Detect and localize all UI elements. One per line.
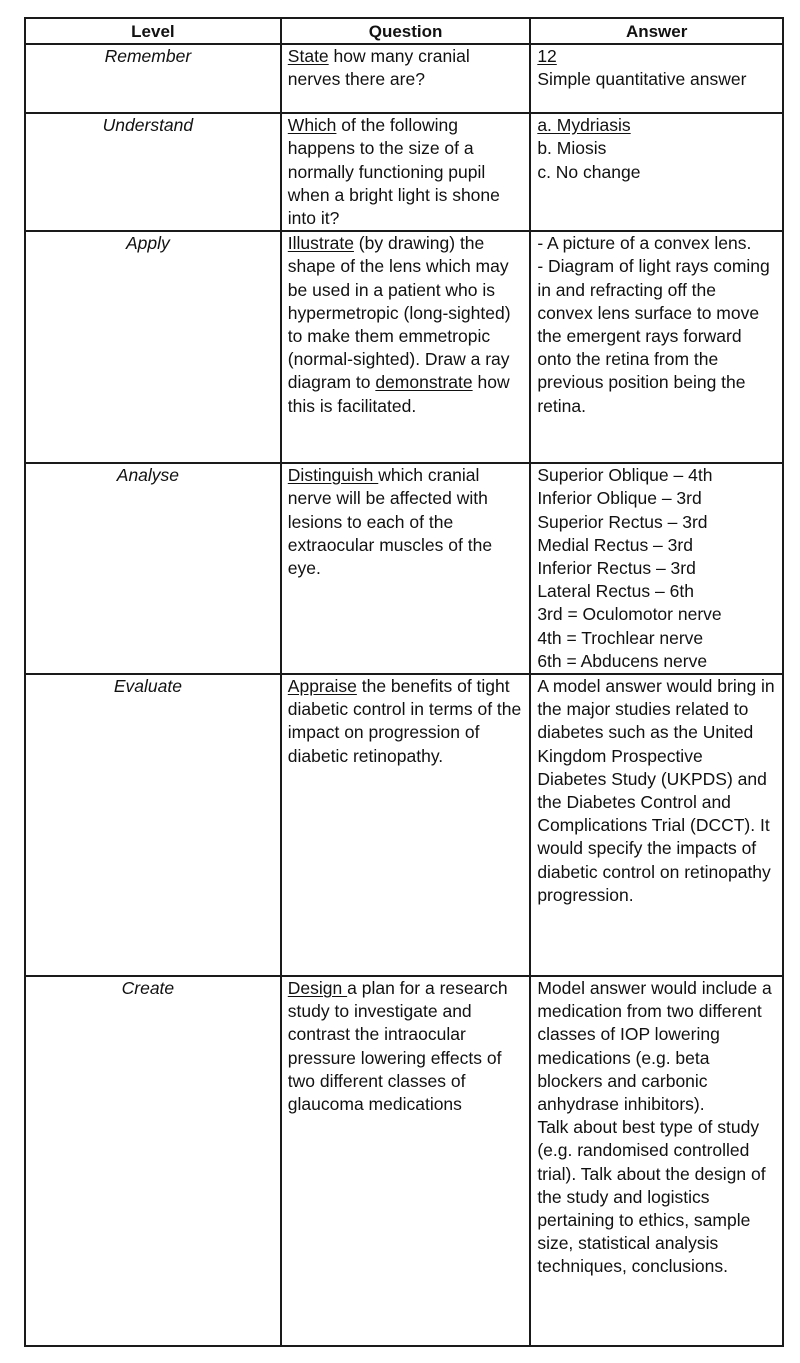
header-question: Question — [281, 18, 531, 44]
header-answer: Answer — [530, 18, 783, 44]
question-text: the benefits of tight diabetic control in terms of the impact on progression of diabetic retinopathy. — [287, 676, 522, 766]
answer-line: Superior Oblique – 4th — [537, 465, 713, 486]
question-text: of the following happens to the size of a normally functioning pupil when a bright light is shone into it? — [287, 115, 500, 229]
question-verb-secondary: demonstrate — [375, 372, 473, 393]
question-cell — [281, 231, 531, 463]
answer-line: 12 — [537, 46, 557, 67]
answer-line: Inferior Rectus – 3rd — [537, 558, 696, 579]
level-cell: Understand — [25, 113, 281, 231]
question-text-secondary: how this is facilitated. — [287, 372, 510, 416]
header-row — [25, 18, 783, 44]
table-row-understand — [25, 113, 783, 231]
table-row-evaluate — [25, 674, 783, 976]
answer-cell — [530, 976, 783, 1346]
answer-line: Inferior Oblique – 3rd — [537, 488, 702, 509]
question-cell — [281, 44, 531, 113]
question-cell — [281, 976, 531, 1346]
answer-cell — [530, 463, 783, 674]
answer-line: Superior Rectus – 3rd — [537, 511, 708, 532]
answer-cell — [530, 44, 783, 113]
question-verb: State — [287, 46, 329, 67]
question-cell — [281, 674, 531, 976]
question-verb: Distinguish — [287, 465, 379, 486]
level-cell: Create — [25, 976, 281, 1346]
answer-line: A model answer would bring in the major studies related to diabetes such as the United Kingdom Prospective Diabetes Study (UKPDS) and the Diabetes Control and Complications Trial (DCCT). It would specify the impacts of diabetic control on retinopathy progression. — [537, 676, 775, 905]
answer-cell — [530, 231, 783, 463]
answer-line: 3rd = Oculomotor nerve — [537, 604, 722, 625]
level-cell: Remember — [25, 44, 281, 113]
question-text: how many cranial nerves there are? — [287, 46, 470, 90]
answer-line: - Diagram of light rays coming in and refracting off the convex lens surface to move the emergent rays forward onto the retina from the previous position being the retina. — [537, 256, 770, 416]
table-row-create — [25, 976, 783, 1346]
table-row-apply — [25, 231, 783, 463]
answer-line: Lateral Rectus – 6th — [537, 581, 694, 602]
blooms-taxonomy-table — [24, 17, 784, 1347]
question-cell — [281, 113, 531, 231]
answer-option-a: a. Mydriasis — [537, 115, 631, 136]
table-row-remember — [25, 44, 783, 113]
header-level: Level — [25, 18, 281, 44]
question-verb: Design — [287, 978, 348, 999]
question-verb: Which — [287, 115, 337, 136]
question-text: a plan for a research study to investigate and contrast the intraocular pressure lowering effects of two different classes of glaucoma medications — [287, 978, 508, 1115]
question-text: (by drawing) the shape of the lens which may be used in a patient who is hypermetropic (long-sighted) to make them emmetropic (normal-sighted). Draw a ray diagram to — [287, 233, 511, 393]
answer-option-b: b. Miosis — [537, 138, 607, 159]
level-cell: Analyse — [25, 463, 281, 674]
question-verb: Appraise — [287, 676, 357, 697]
question-text: which cranial nerve will be affected with lesions to each of the extraocular muscles of the eye. — [287, 465, 493, 579]
question-cell — [281, 463, 531, 674]
answer-line: Simple quantitative answer — [537, 69, 747, 90]
question-verb: Illustrate — [287, 233, 354, 254]
answer-line: - A picture of a convex lens. — [537, 233, 752, 254]
answer-line: Medial Rectus – 3rd — [537, 534, 693, 555]
answer-cell — [530, 113, 783, 231]
level-cell: Evaluate — [25, 674, 281, 976]
answer-line: 6th = Abducens nerve — [537, 650, 708, 671]
answer-line: Model answer would include a medication from two different classes of IOP lowering medications (e.g. beta blockers and carbonic anhydrase inhibitors). — [537, 978, 772, 1115]
level-cell: Apply — [25, 231, 281, 463]
answer-line: 4th = Trochlear nerve — [537, 627, 704, 648]
answer-line: Talk about best type of study (e.g. randomised controlled trial). Talk about the design of the study and logistics pertaining to ethics, sample size, statistical analysis techniques, conclusions. — [537, 1117, 766, 1277]
answer-cell — [530, 674, 783, 976]
table-row-analyse — [25, 463, 783, 674]
answer-option-c: c. No change — [537, 161, 641, 182]
